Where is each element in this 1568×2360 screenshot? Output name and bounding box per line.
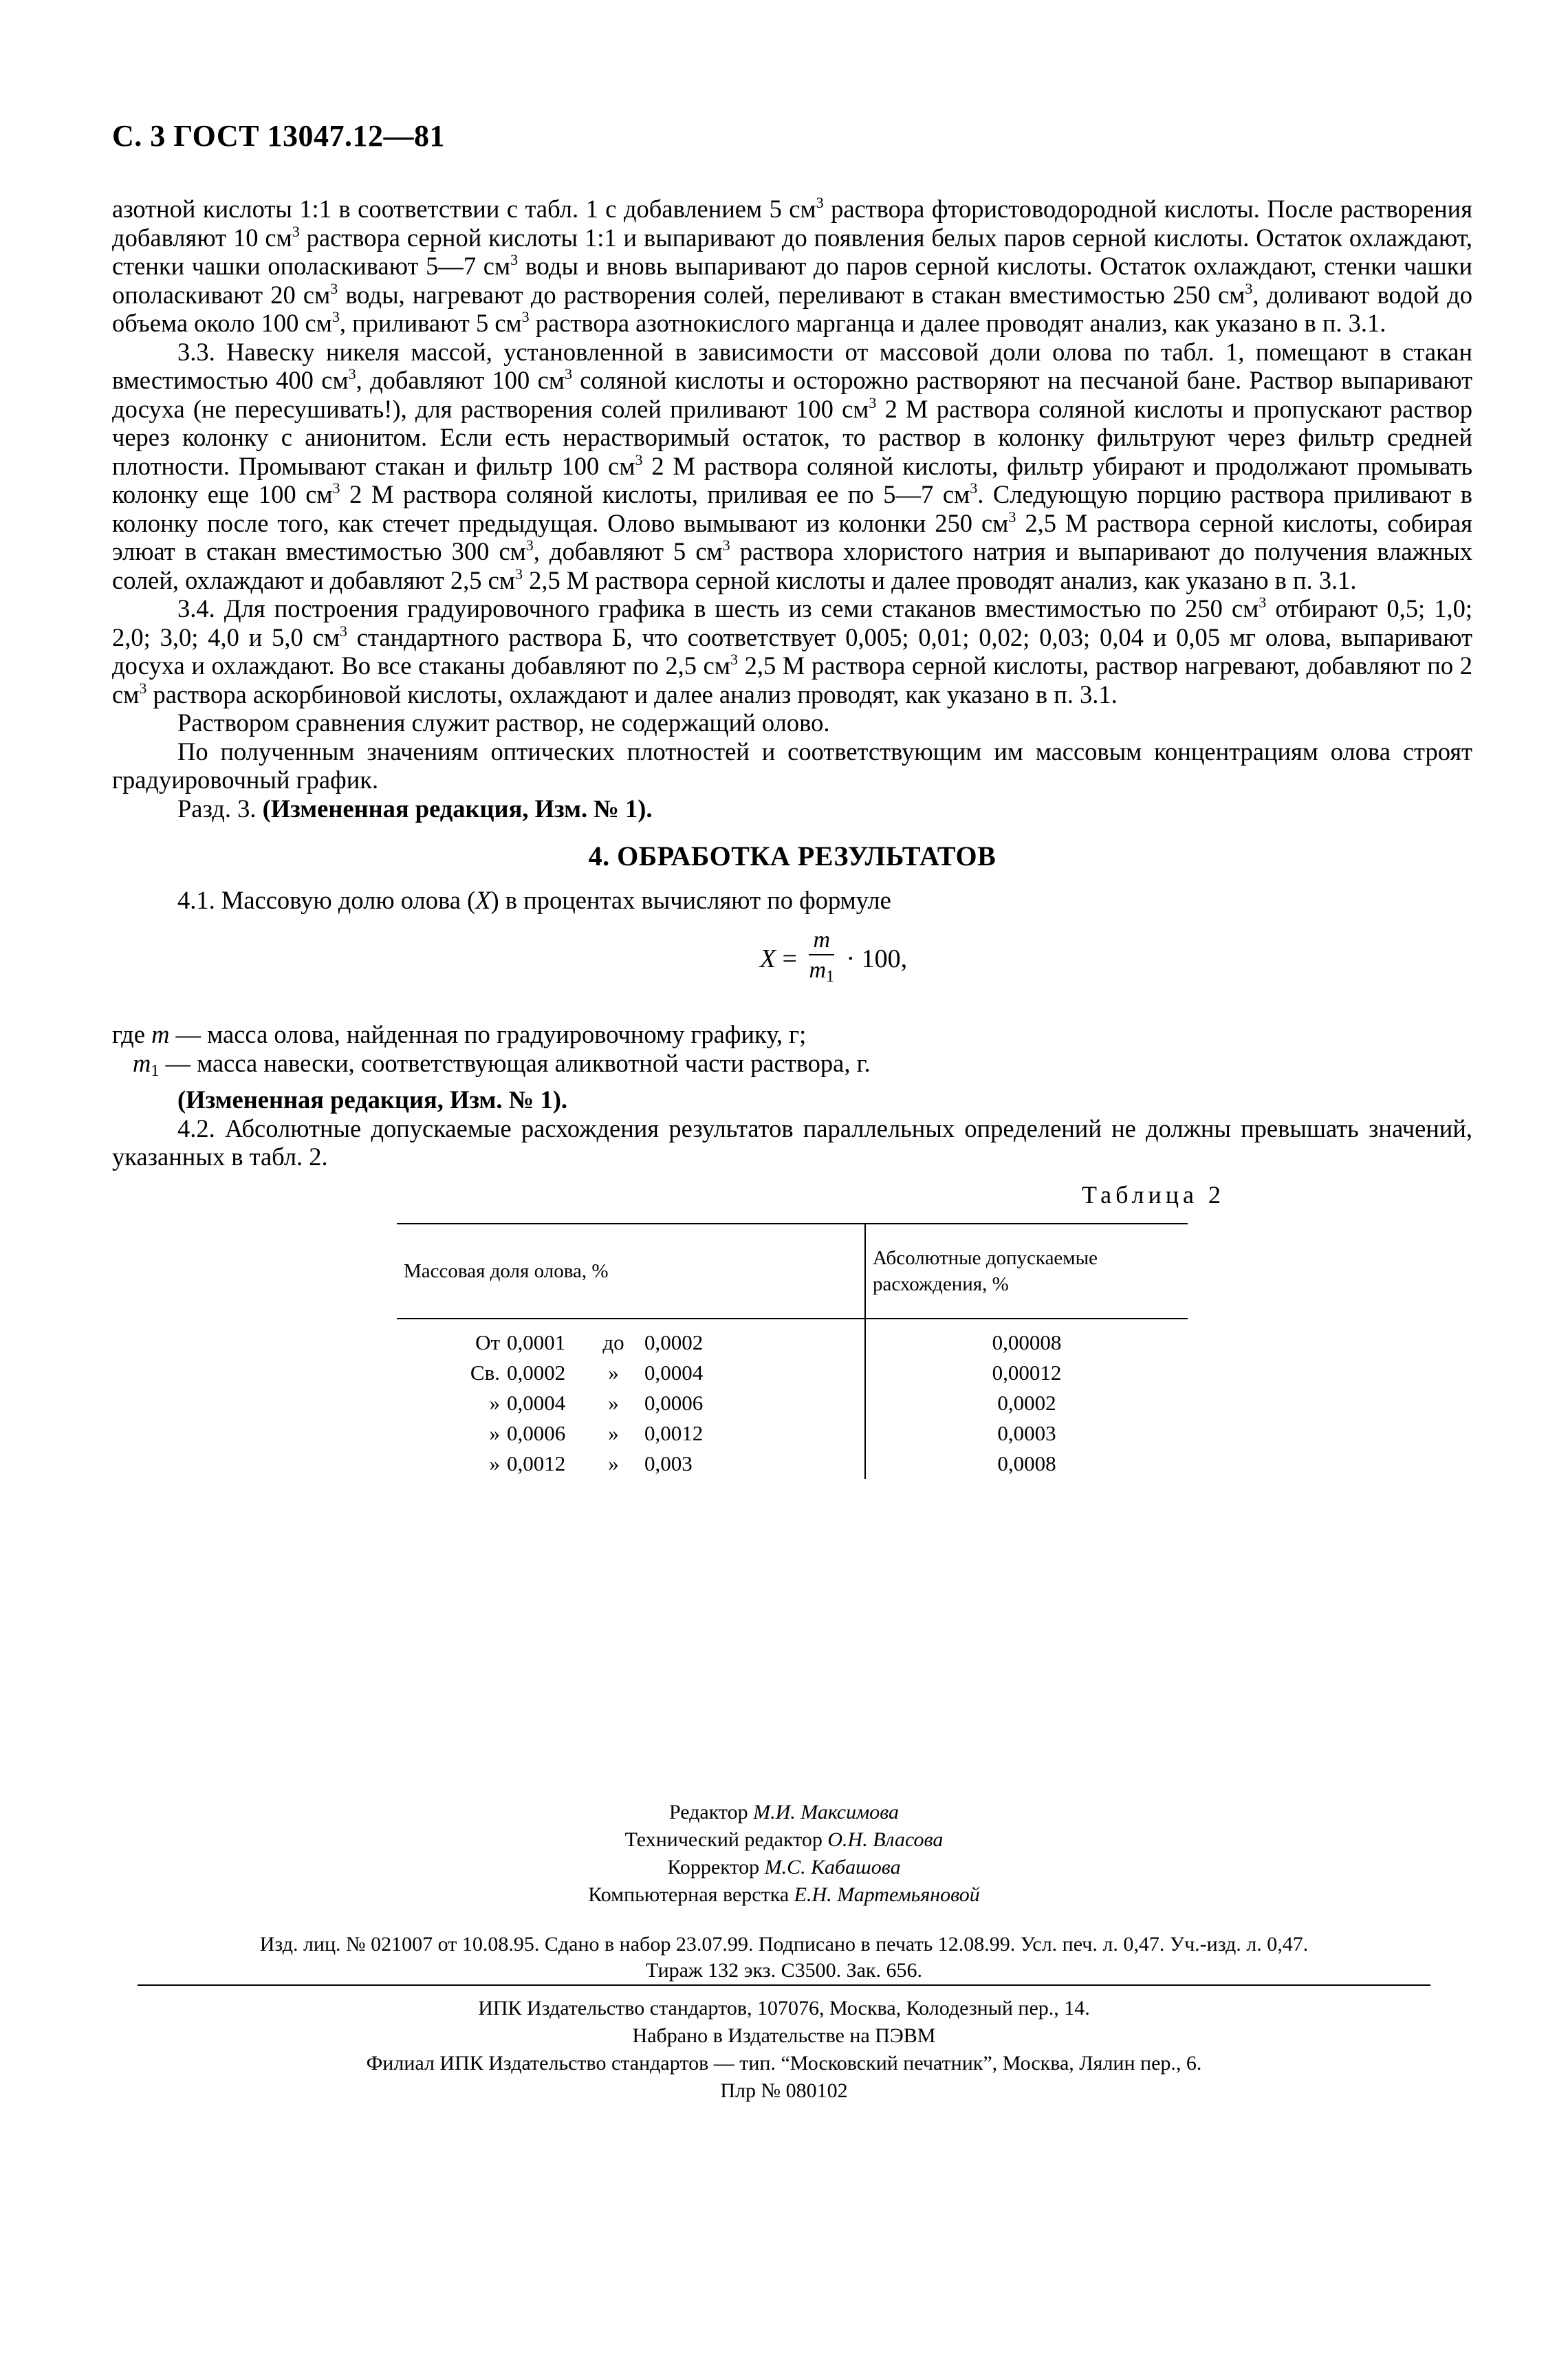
paragraph-calibration: По полученным значениям оптических плотностей и соответствующим им массовым концентрациям олова строят градуировочный график.	[112, 737, 1472, 794]
table-row: От 0,0001 до 0,0002 0,00008	[397, 1319, 1188, 1358]
credits-block	[0, 1799, 1568, 1909]
formula: X = $\frac{m}{m_1}$ · 100,	[112, 927, 1472, 1002]
table-row: » 0,0006 » 0,0012 0,0003	[397, 1418, 1188, 1449]
formula-fraction: $\frac{m}{m_1}$	[809, 927, 835, 986]
paragraph-4-1: 4.1. Массовую долю олова (X) в процентах вычисляют по формуле	[177, 885, 891, 914]
table-row: Св. 0,0002 » 0,0004 0,00012	[397, 1358, 1188, 1388]
formula-where-m1: $m_1$ — масса навески, соответствующая аликвотной части раствора, г.	[133, 1048, 871, 1080]
formula-where-m: где m — масса олова, найденная по градуировочному графику, г;	[112, 1020, 807, 1048]
table-header-tolerance: Абсолютные допускаемые расхождения, %	[865, 1224, 1188, 1319]
table-row: » 0,0012 » 0,003 0,0008	[397, 1449, 1188, 1479]
paragraph-amendment-note: Разд. 3. (Измененная редакция, Изм. № 1).	[177, 794, 653, 823]
table-header-row	[397, 1224, 1188, 1319]
printer-info: ИПК Издательство стандартов, 107076, Москва, Колодезный пер., 14. Набрано в Издательстве на ПЭВМ Филиал ИПК Издательство стандартов — тип. “Московский печатник”, Москва, Лялин пер., 6. Плр № 080102	[366, 1997, 1202, 2102]
publication-info: Изд. лиц. № 021007 от 10.08.95. Сдано в набор 23.07.99. Подписано в печать 12.08.99. Усл. печ. л. 0,47. Уч.-изд. л. 0,47. Тираж 132 экз. С3500. Зак. 656.	[259, 1933, 1309, 1982]
paragraph-4-2: 4.2. Абсолютные допускаемые расхождения результатов параллельных определений не должны превышать значений, указанных в табл. 2.	[112, 1114, 1472, 1171]
body-text	[112, 195, 1472, 1479]
table-header-mass-fraction: Массовая доля олова, %	[397, 1224, 865, 1319]
table-row: » 0,0004 » 0,0006 0,0002	[397, 1388, 1188, 1418]
tolerance-table	[397, 1223, 1188, 1479]
paragraph-3-2-continued: азотной кислоты 1:1 в соответствии с табл. 1 с добавлением 5 $см^3$ раствора фтористоводородной кислоты. После растворения добавляют 10 $см^3$ раствора серной кислоты 1:1 и выпаривают до появления белых паров серной кислоты. Остаток охлаждают, стенки чашки ополаскивают 5—7 $см^3$ воды и вновь выпаривают до паров серной кислоты. Остаток охлаждают, стенки чашки ополаскивают 20 $см^3$ воды, нагревают до растворения солей, переливают в стакан вместимостью 250 $см^3$, доливают водой до объема около 100 $см^3$, приливают 5 $см^3$ раствора азотнокислого марганца и далее проводят анализ, как указано в п. 3.1.	[112, 194, 1472, 337]
credit-layout: Компьютерная верстка Е.Н. Мартемьяновой	[588, 1883, 980, 1906]
credit-proofreader: Корректор М.С. Кабашова	[667, 1856, 901, 1879]
paragraph-reference-solution: Раствором сравнения служит раствор, не содержащий олово.	[177, 708, 830, 737]
credit-tech-editor: Технический редактор О.Н. Власова	[624, 1828, 944, 1851]
paragraph-3-4: 3.4. Для построения градуировочного графика в шесть из семи стаканов вместимостью по 250 $см^3$ отбирают 0,5; 1,0; 2,0; 3,0; 4,0 и 5,0 $см^3$ стандартного раствора Б, что соответствует 0,005; 0,01; 0,02; 0,03; 0,04 и 0,05 мг олова, выпаривают досуха и охлаждают. Во все стаканы добавляют по 2,5 $см^3$ 2,5 М раствора серной кислоты, раствор нагревают, добавляют по 2 $см^3$ раствора аскорбиновой кислоты, охлаждают и далее анализ проводят, как указано в п. 3.1.	[112, 594, 1472, 708]
amendment-note-4-1: (Измененная редакция, Изм. № 1).	[177, 1085, 567, 1114]
divider-rule	[138, 1984, 1430, 1986]
paragraph-3-3: 3.3. Навеску никеля массой, установленной в зависимости от массовой доли олова по табл. 1, помещают в стакан вместимостью 400 $см^3$, добавляют 100 $см^3$ соляной кислоты и осторожно растворяют на песчаной бане. Раствор выпаривают досуха (не пересушивать!), для растворения солей приливают 100 $см^3$ 2 М раствора соляной кислоты и пропускают раствор через колонку с анионитом. Если есть нерастворимый остаток, то раствор в колонку фильтруют через фильтр средней плотности. Промывают стакан и фильтр 100 $см^3$ 2 М раствора соляной кислоты, фильтр убирают и продолжают промывать колонку еще 100 $см^3$ 2 М раствора соляной кислоты, приливая ее по 5—7 $см^3$. Следующую порцию раствора приливают в колонку после того, как стечет предыдущая. Олово вымывают из колонки 250 $см^3$ 2,5 М раствора серной кислоты, собирая элюат в стакан вместимостью 300 $см^3$, добавляют 5 $см^3$ раствора хлористого натрия и выпаривают до получения влажных солей, охлаждают и добавляют 2,5 $см^3$ 2,5 М раствора серной кислоты и далее проводят анализ, как указано в п. 3.1.	[112, 337, 1473, 594]
credit-editor: Редактор М.И. Максимова	[668, 1801, 900, 1823]
formula-lhs: X	[759, 944, 776, 973]
table-caption: Таблица 2	[1082, 1180, 1225, 1209]
page-header: С. 3 ГОСТ 13047.12—81	[112, 119, 446, 153]
section-heading: 4. ОБРАБОТКА РЕЗУЛЬТАТОВ	[588, 841, 997, 872]
